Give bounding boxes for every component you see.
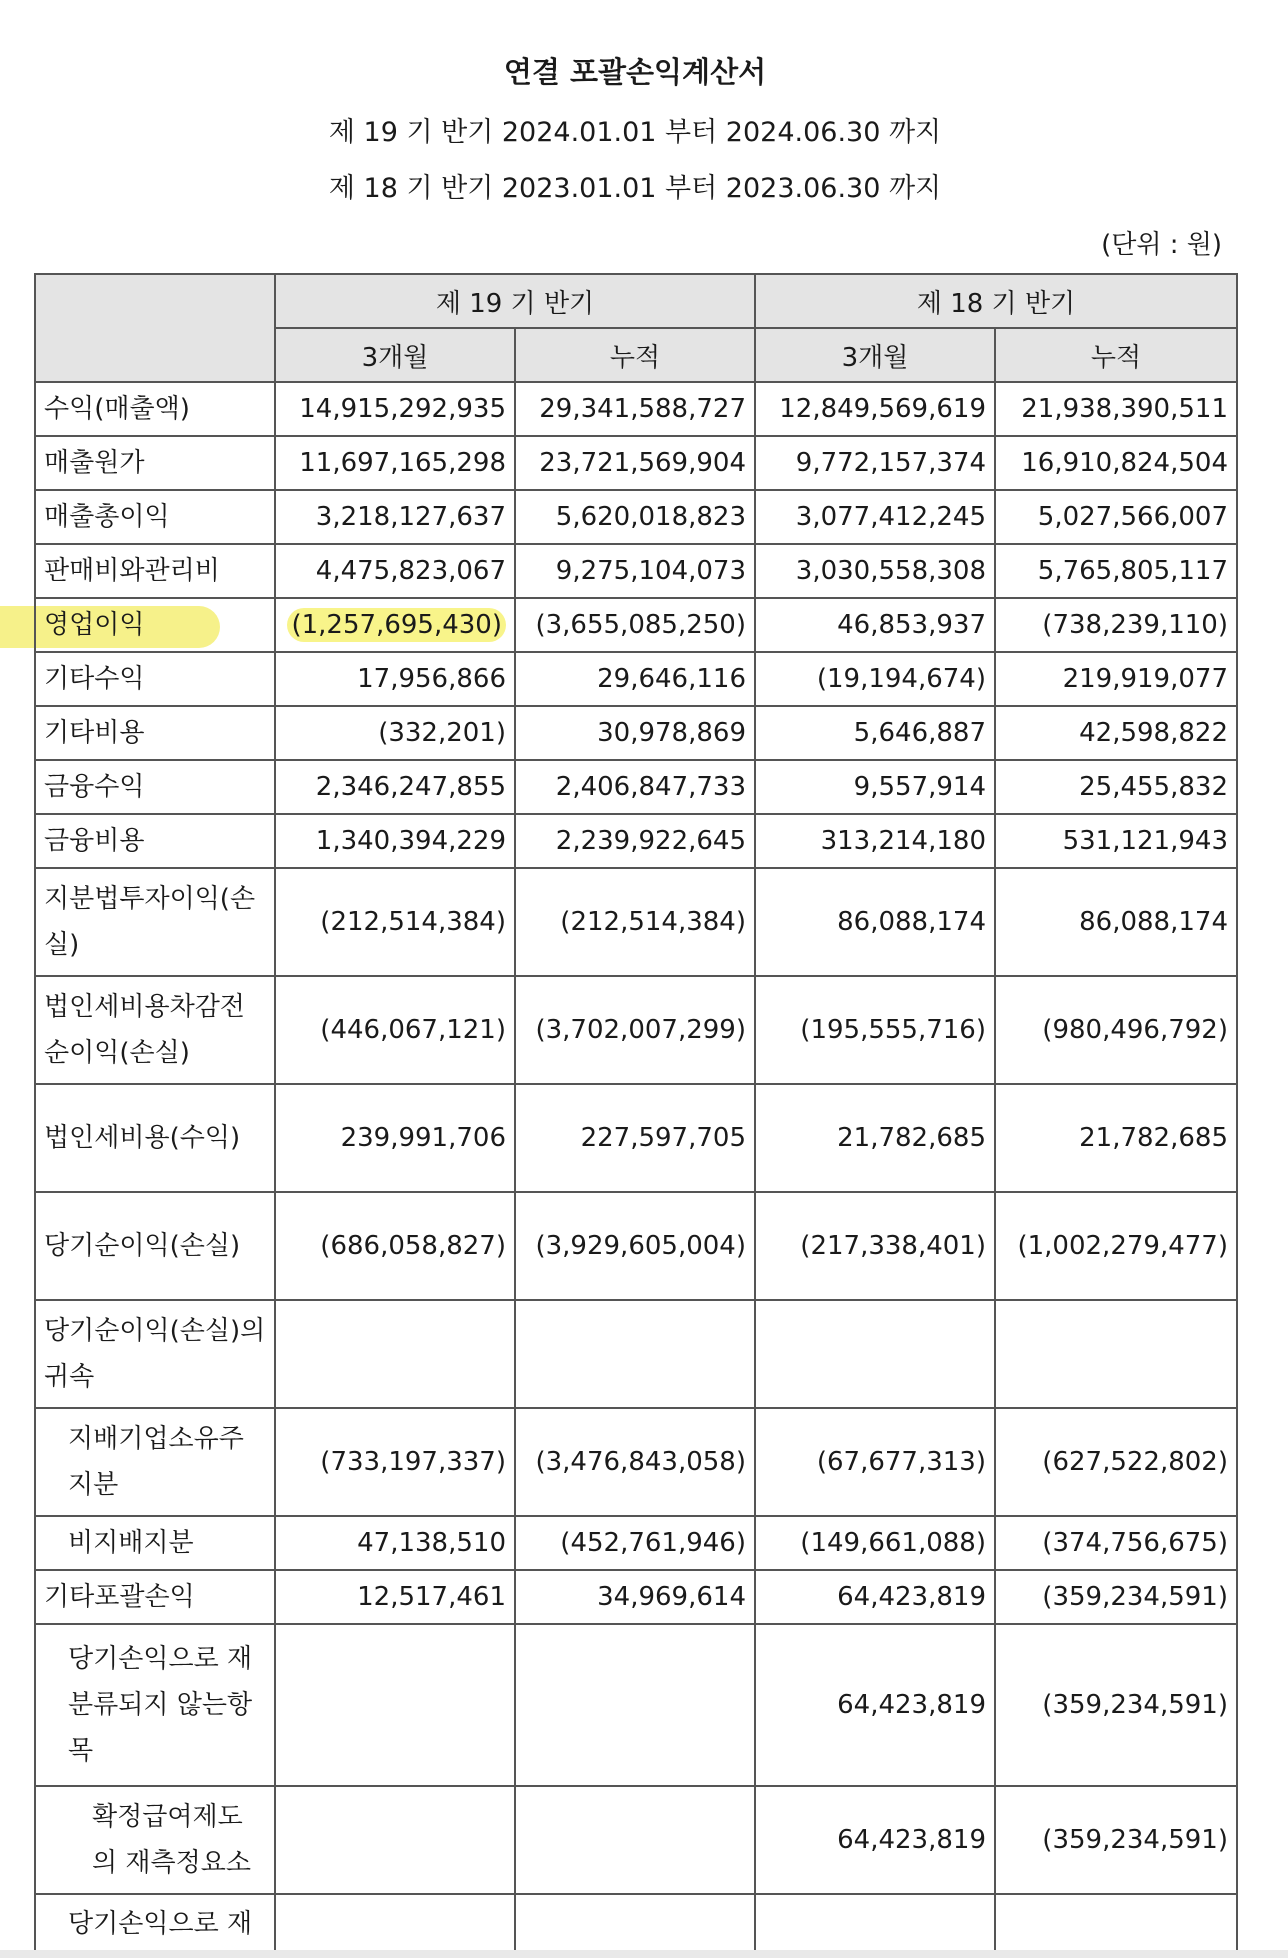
cell: (3,702,007,299) xyxy=(515,976,755,1084)
row-label: 당기손익으로 재 xyxy=(35,1894,275,1954)
statement-title: 연결 포괄손익계산서 xyxy=(503,55,767,89)
cell xyxy=(515,1624,755,1786)
cell: (738,239,110) xyxy=(995,598,1237,652)
cell: 227,597,705 xyxy=(515,1084,755,1192)
cell: 531,121,943 xyxy=(995,814,1237,868)
cell: 29,646,116 xyxy=(515,652,755,706)
cell: 23,721,569,904 xyxy=(515,436,755,490)
period-current: 제 19 기 반기 2024.01.01 부터 2024.06.30 까지 xyxy=(328,117,942,148)
table-row xyxy=(35,1408,1237,1516)
bottom-scroll-edge xyxy=(0,1950,1288,1958)
cell: (3,655,085,250) xyxy=(515,598,755,652)
cell: (217,338,401) xyxy=(755,1192,995,1300)
table-row xyxy=(35,868,1237,976)
highlight-mark: (1,257,695,430) xyxy=(287,608,506,642)
table-row xyxy=(35,1300,1237,1408)
row-label: 법인세비용(수익) xyxy=(35,1084,275,1192)
cell: (1,002,279,477) xyxy=(995,1192,1237,1300)
header-sub-3m-current: 3개월 xyxy=(275,328,515,382)
cell xyxy=(275,1300,515,1408)
cell xyxy=(275,1894,515,1954)
cell: 12,517,461 xyxy=(275,1570,515,1624)
row-label: 매출원가 xyxy=(35,436,275,490)
table-row xyxy=(35,1624,1237,1786)
cell: 64,423,819 xyxy=(755,1570,995,1624)
income-statement-table xyxy=(34,273,1238,1955)
row-label: 매출총이익 xyxy=(35,490,275,544)
cell: 3,077,412,245 xyxy=(755,490,995,544)
cell: (19,194,674) xyxy=(755,652,995,706)
cell: 5,620,018,823 xyxy=(515,490,755,544)
cell xyxy=(515,1300,755,1408)
cell: (627,522,802) xyxy=(995,1408,1237,1516)
table-row xyxy=(35,1894,1237,1954)
cell: 21,782,685 xyxy=(995,1084,1237,1192)
cell: 239,991,706 xyxy=(275,1084,515,1192)
cell: 2,406,847,733 xyxy=(515,760,755,814)
cell: (212,514,384) xyxy=(515,868,755,976)
cell: 47,138,510 xyxy=(275,1516,515,1570)
row-label: 확정급여제도의 재측정요소 xyxy=(35,1786,275,1894)
cell: (733,197,337) xyxy=(275,1408,515,1516)
table-row xyxy=(35,976,1237,1084)
cell: 3,030,558,308 xyxy=(755,544,995,598)
row-label: 기타수익 xyxy=(35,652,275,706)
cell: (452,761,946) xyxy=(515,1516,755,1570)
cell: 17,956,866 xyxy=(275,652,515,706)
table-row xyxy=(35,1570,1237,1624)
cell: (980,496,792) xyxy=(995,976,1237,1084)
cell: 5,765,805,117 xyxy=(995,544,1237,598)
table-row xyxy=(35,1786,1237,1894)
cell: (446,067,121) xyxy=(275,976,515,1084)
cell: 219,919,077 xyxy=(995,652,1237,706)
cell: (195,555,716) xyxy=(755,976,995,1084)
cell xyxy=(275,1624,515,1786)
cell: 9,275,104,073 xyxy=(515,544,755,598)
cell: (686,058,827) xyxy=(275,1192,515,1300)
cell: (67,677,313) xyxy=(755,1408,995,1516)
cell: 29,341,588,727 xyxy=(515,382,755,436)
table-row xyxy=(35,1192,1237,1300)
table-row xyxy=(35,544,1237,598)
cell: 9,772,157,374 xyxy=(755,436,995,490)
cell: 34,969,614 xyxy=(515,1570,755,1624)
cell: 21,782,685 xyxy=(755,1084,995,1192)
cell: 30,978,869 xyxy=(515,706,755,760)
cell: 25,455,832 xyxy=(995,760,1237,814)
table-row xyxy=(35,1516,1237,1570)
table-row xyxy=(35,760,1237,814)
table-row xyxy=(35,706,1237,760)
cell: 21,938,390,511 xyxy=(995,382,1237,436)
cell: (149,661,088) xyxy=(755,1516,995,1570)
table-row xyxy=(35,652,1237,706)
cell: 3,218,127,637 xyxy=(275,490,515,544)
cell: (359,234,591) xyxy=(995,1624,1237,1786)
header-group-current: 제 19 기 반기 xyxy=(275,274,755,328)
cell: 86,088,174 xyxy=(995,868,1237,976)
header-sub-cum-prior: 누적 xyxy=(995,328,1237,382)
row-label: 금융비용 xyxy=(35,814,275,868)
cell: (3,929,605,004) xyxy=(515,1192,755,1300)
cell: (359,234,591) xyxy=(995,1570,1237,1624)
cell: 4,475,823,067 xyxy=(275,544,515,598)
header-sub-cum-current: 누적 xyxy=(515,328,755,382)
cell: 46,853,937 xyxy=(755,598,995,652)
row-label: 당기순이익(손실)의 귀속 xyxy=(35,1300,275,1408)
row-label: 지분법투자이익(손실) xyxy=(35,868,275,976)
table-row xyxy=(35,814,1237,868)
table-row xyxy=(35,1084,1237,1192)
table-row-highlighted xyxy=(35,598,1237,652)
cell: 86,088,174 xyxy=(755,868,995,976)
unit-label: (단위 : 원) xyxy=(1101,230,1222,260)
table-row xyxy=(35,490,1237,544)
table-row xyxy=(35,382,1237,436)
cell: 2,239,922,645 xyxy=(515,814,755,868)
cell xyxy=(995,1300,1237,1408)
cell: 9,557,914 xyxy=(755,760,995,814)
row-label: 판매비와관리비 xyxy=(35,544,275,598)
table-row xyxy=(35,436,1237,490)
row-label: 기타비용 xyxy=(35,706,275,760)
cell: 64,423,819 xyxy=(755,1624,995,1786)
period-prior: 제 18 기 반기 2023.01.01 부터 2023.06.30 까지 xyxy=(328,173,942,204)
cell: 5,646,887 xyxy=(755,706,995,760)
cell-highlighted xyxy=(275,598,515,652)
header-sub-3m-prior: 3개월 xyxy=(755,328,995,382)
cell: 11,697,165,298 xyxy=(275,436,515,490)
row-label: 수익(매출액) xyxy=(35,382,275,436)
cell xyxy=(515,1894,755,1954)
cell: (212,514,384) xyxy=(275,868,515,976)
row-label: 당기순이익(손실) xyxy=(35,1192,275,1300)
cell: 1,340,394,229 xyxy=(275,814,515,868)
cell: (374,756,675) xyxy=(995,1516,1237,1570)
cell: 12,849,569,619 xyxy=(755,382,995,436)
cell: (359,234,591) xyxy=(995,1786,1237,1894)
row-label: 비지배지분 xyxy=(35,1516,275,1570)
cell: 14,915,292,935 xyxy=(275,382,515,436)
row-label: 금융수익 xyxy=(35,760,275,814)
row-label: 당기손익으로 재분류되지 않는항목 xyxy=(35,1624,275,1786)
row-label: 법인세비용차감전순이익(손실) xyxy=(35,976,275,1084)
cell xyxy=(995,1894,1237,1954)
header-group-prior: 제 18 기 반기 xyxy=(755,274,1237,328)
header-label-col xyxy=(35,274,275,382)
cell: (332,201) xyxy=(275,706,515,760)
cell xyxy=(755,1894,995,1954)
cell: 5,027,566,007 xyxy=(995,490,1237,544)
cell: 64,423,819 xyxy=(755,1786,995,1894)
cell: 42,598,822 xyxy=(995,706,1237,760)
cell: 16,910,824,504 xyxy=(995,436,1237,490)
header-row-groups xyxy=(35,274,1237,328)
cell: (3,476,843,058) xyxy=(515,1408,755,1516)
row-label-operating-income: 영업이익 xyxy=(35,598,275,652)
row-label: 기타포괄손익 xyxy=(35,1570,275,1624)
cell xyxy=(755,1300,995,1408)
cell: 2,346,247,855 xyxy=(275,760,515,814)
cell xyxy=(275,1786,515,1894)
row-label: 지배기업소유주지분 xyxy=(35,1408,275,1516)
cell xyxy=(515,1786,755,1894)
cell: 313,214,180 xyxy=(755,814,995,868)
